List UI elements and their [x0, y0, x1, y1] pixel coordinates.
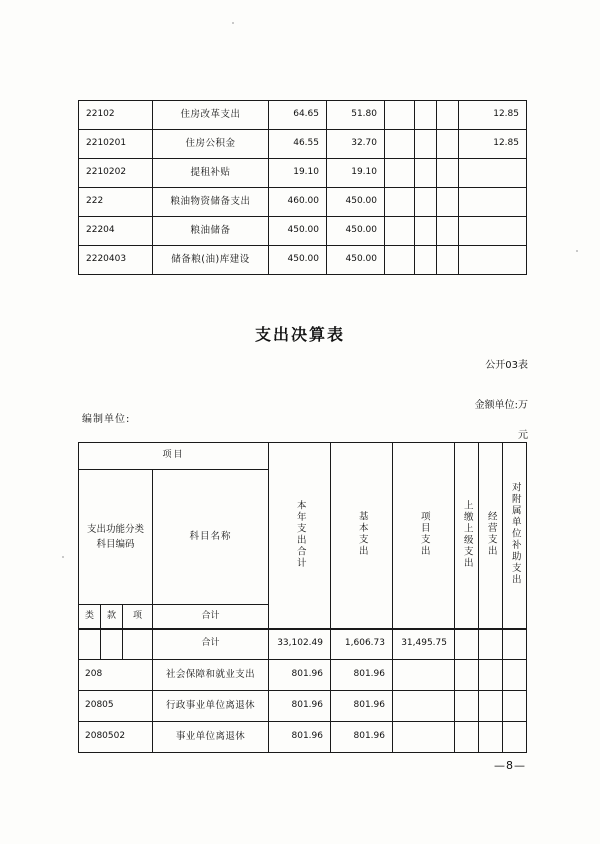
row-subsidy — [503, 691, 527, 722]
row-name: 提租补贴 — [153, 159, 269, 188]
col-header-total-text: 本年支出合计 — [294, 499, 306, 569]
row-business — [479, 660, 503, 691]
expenditure-values-table — [78, 628, 527, 753]
row-value-2: 450.00 — [327, 217, 385, 246]
row-name: 粮油物资储备支出 — [153, 188, 269, 217]
row-value-2: 19.10 — [327, 159, 385, 188]
table-header-row — [79, 443, 527, 470]
col-header-name: 科目名称 — [153, 470, 269, 605]
col-header-basic-text: 基本支出 — [356, 511, 368, 558]
row-value-1: 450.00 — [269, 217, 327, 246]
total-row-total: 33,102.49 — [269, 629, 331, 660]
row-value-4 — [415, 130, 437, 159]
col-header-code: 支出功能分类科目编码 — [79, 470, 153, 605]
row-code: 22204 — [79, 217, 153, 246]
col-header-subsidy — [503, 443, 527, 630]
row-value-6 — [459, 188, 527, 217]
compiler-label: 编制单位: — [82, 414, 131, 425]
row-value-5 — [437, 188, 459, 217]
row-value-2: 450.00 — [327, 188, 385, 217]
row-value-3 — [385, 159, 415, 188]
col-header-business-text: 经营支出 — [485, 511, 497, 558]
row-project — [393, 691, 455, 722]
group-header-item: 项目 — [79, 443, 269, 470]
total-row-label: 合计 — [153, 629, 269, 660]
subheader-total-label: 合计 — [153, 605, 269, 630]
amount-unit-note: 金额单位:万 — [474, 400, 528, 411]
row-value-3 — [385, 217, 415, 246]
page-number: —8— — [494, 759, 526, 772]
row-name: 粮油储备 — [153, 217, 269, 246]
row-value-4 — [415, 159, 437, 188]
row-value-4 — [415, 217, 437, 246]
row-upper — [455, 691, 479, 722]
subheader-lei: 类 — [79, 605, 101, 630]
row-value-1: 460.00 — [269, 188, 327, 217]
table-row — [79, 188, 527, 217]
row-value-4 — [415, 188, 437, 217]
row-value-4 — [415, 246, 437, 275]
row-value-2: 32.70 — [327, 130, 385, 159]
row-value-1: 46.55 — [269, 130, 327, 159]
row-upper — [455, 660, 479, 691]
total-row-basic: 1,606.73 — [331, 629, 393, 660]
total-row-project: 31,495.75 — [393, 629, 455, 660]
row-code: 208 — [79, 660, 153, 691]
col-header-total — [269, 443, 331, 630]
col-header-business — [479, 443, 503, 630]
row-value-3 — [385, 130, 415, 159]
row-subsidy — [503, 722, 527, 753]
table-row — [79, 691, 527, 722]
row-value-3 — [385, 188, 415, 217]
row-code: 2080502 — [79, 722, 153, 753]
total-row-subsidy — [503, 629, 527, 660]
row-value-6: 12.85 — [459, 130, 527, 159]
row-value-4 — [415, 101, 437, 130]
row-value-3 — [385, 246, 415, 275]
total-row-lei — [79, 629, 101, 660]
row-name: 住房公积金 — [153, 130, 269, 159]
total-row-xiang — [123, 629, 153, 660]
table-row — [79, 246, 527, 275]
row-code: 2220403 — [79, 246, 153, 275]
col-header-upper-text: 上缴上级支出 — [461, 499, 473, 569]
col-header-project-text: 项目支出 — [418, 511, 430, 558]
expenditure-final-accounts-table — [78, 442, 527, 630]
row-name: 社会保障和就业支出 — [153, 660, 269, 691]
row-value-5 — [437, 246, 459, 275]
row-total: 801.96 — [269, 691, 331, 722]
table-row — [79, 101, 527, 130]
col-header-basic — [331, 443, 393, 630]
table-row — [79, 159, 527, 188]
col-header-project — [393, 443, 455, 630]
row-name: 住房改革支出 — [153, 101, 269, 130]
subheader-xiang: 项 — [123, 605, 153, 630]
row-name: 行政事业单位离退休 — [153, 691, 269, 722]
row-value-1: 64.65 — [269, 101, 327, 130]
row-basic: 801.96 — [331, 660, 393, 691]
row-basic: 801.96 — [331, 691, 393, 722]
row-value-1: 19.10 — [269, 159, 327, 188]
row-subsidy — [503, 660, 527, 691]
row-total: 801.96 — [269, 660, 331, 691]
row-value-3 — [385, 101, 415, 130]
row-value-5 — [437, 130, 459, 159]
total-row-upper — [455, 629, 479, 660]
row-business — [479, 722, 503, 753]
row-value-2: 450.00 — [327, 246, 385, 275]
row-name: 事业单位离退休 — [153, 722, 269, 753]
row-value-5 — [437, 101, 459, 130]
row-total: 801.96 — [269, 722, 331, 753]
row-value-6 — [459, 246, 527, 275]
row-code: 2210202 — [79, 159, 153, 188]
scan-speck — [62, 556, 64, 558]
col-header-subsidy-text: 对附属单位补助支出 — [509, 482, 521, 586]
row-business — [479, 691, 503, 722]
row-value-1: 450.00 — [269, 246, 327, 275]
row-project — [393, 660, 455, 691]
row-value-5 — [437, 217, 459, 246]
row-value-6 — [459, 159, 527, 188]
continued-expenditure-table — [78, 100, 527, 275]
table-row — [79, 217, 527, 246]
row-value-6: 12.85 — [459, 101, 527, 130]
row-value-5 — [437, 159, 459, 188]
row-code: 2210201 — [79, 130, 153, 159]
total-row — [79, 629, 527, 660]
table-row — [79, 130, 527, 159]
yuan-label: 元 — [518, 430, 528, 441]
row-value-2: 51.80 — [327, 101, 385, 130]
row-project — [393, 722, 455, 753]
total-row-kuan — [101, 629, 123, 660]
scan-speck — [232, 22, 234, 24]
row-code: 222 — [79, 188, 153, 217]
subheader-kuan: 款 — [101, 605, 123, 630]
form-number: 公开03表 — [485, 360, 528, 371]
table-row — [79, 722, 527, 753]
row-name: 储备粮(油)库建设 — [153, 246, 269, 275]
row-code: 22102 — [79, 101, 153, 130]
row-upper — [455, 722, 479, 753]
row-code: 20805 — [79, 691, 153, 722]
col-header-upper — [455, 443, 479, 630]
total-row-business — [479, 629, 503, 660]
scan-speck — [576, 250, 578, 252]
row-value-6 — [459, 217, 527, 246]
row-basic: 801.96 — [331, 722, 393, 753]
page-title: 支出决算表 — [254, 325, 345, 344]
table-row — [79, 660, 527, 691]
